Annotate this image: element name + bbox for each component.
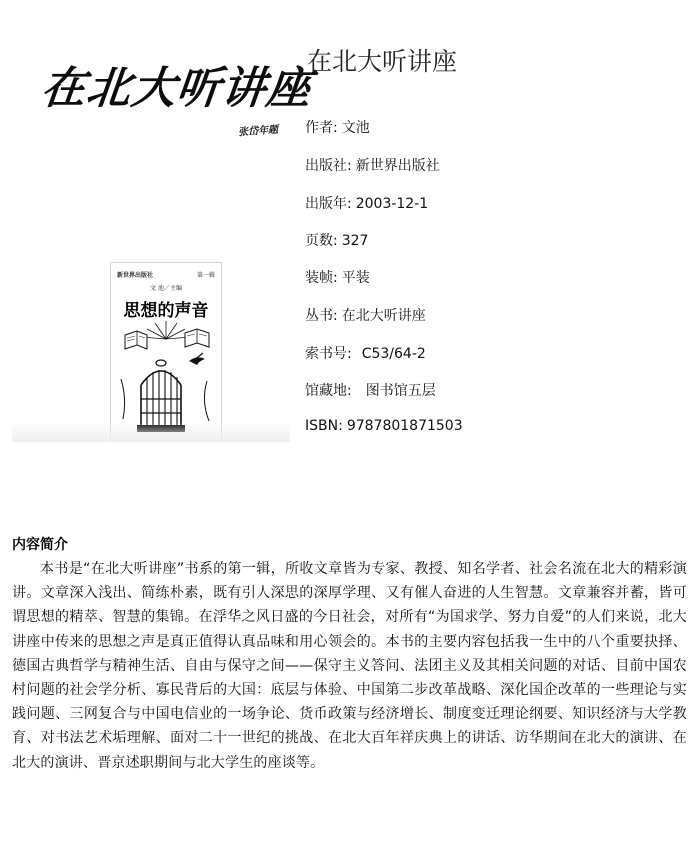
meta-label: 出版年: [305, 196, 352, 212]
book-cover-publisher: 新世界出版社 [117, 272, 154, 279]
meta-series [305, 305, 426, 325]
meta-value: 平装 [341, 270, 370, 286]
series-calligraphy-title: 在北大听讲座 [38, 63, 315, 114]
meta-label: 馆藏地: [305, 383, 352, 399]
meta-label: 丛书: [305, 308, 338, 324]
meta-value: 新世界出版社 [355, 158, 440, 174]
meta-binding [305, 267, 370, 287]
meta-publish-date [305, 193, 428, 213]
summary-heading: 内容简介 [12, 537, 68, 553]
meta-pages [305, 230, 368, 250]
book-cover-editor: 文 池／主编 [150, 285, 182, 292]
calligrapher-signature: 张岱年题 [237, 124, 279, 139]
book-cover-volume: 第一辑 [196, 272, 215, 279]
meta-value: 327 [341, 233, 369, 249]
book-cover [110, 262, 222, 442]
meta-label: ISBN: [305, 418, 343, 434]
meta-author [305, 117, 370, 137]
meta-label: 作者: [305, 120, 338, 136]
meta-label: 出版社: [305, 158, 352, 174]
meta-value: 文池 [341, 120, 370, 136]
meta-value: 在北大听讲座 [341, 308, 426, 324]
meta-value: C53/64-2 [361, 346, 426, 362]
meta-publisher [305, 155, 440, 175]
book-cover-title: 思想的声音 [123, 301, 209, 321]
meta-value: 图书馆五层 [365, 383, 436, 399]
birdcage-illustration [117, 319, 215, 437]
meta-value: 9787801871503 [346, 418, 463, 434]
meta-call-number [305, 343, 426, 363]
meta-location [305, 380, 436, 400]
summary-text: 本书是“在北大听讲座”书系的第一辑，所收文章皆为专家、教授、知名学者、社会名流在北大的精彩演讲。文章深入浅出、简练朴素，既有引人深思的深厚学理、又有催人奋进的人生智慧。文章兼容并蓄，皆可谓思想的精萃、智慧的集锦。在浮华之风日盛的今日社会，对所有“为国求学、努力自爱”的人们来说，北大讲座中传来的思想之声是真正值得认真品味和用心领会的。本书的主要内容包括我一生中的八个重要抉择、德国古典哲学与精神生活、自由与保守之间——保守主义答问、法团主义及其相关问题的对话、目前中国农村问题的社会学分析、寡民背后的大国：底层与体验、中国第二步改革战略、深化国企改革的一些理论与实践问题、三网复合与中国电信业的一场争论、货币政策与经济增长、制度变迁理论纲要、知识经济与大学教育、对书法艺术垢理解、面对二十一世纪的挑战、在北大百年祥庆典上的讲话、访华期间在北大的演讲、在北大的演讲、晋京述职期间与北大学生的座谈等。 [12, 561, 687, 771]
meta-label: 页数: [305, 233, 338, 249]
meta-isbn [305, 418, 463, 434]
meta-label: 装帧: [305, 270, 338, 286]
meta-value: 2003-12-1 [355, 196, 429, 212]
page-title: 在北大听讲座 [307, 47, 458, 76]
meta-label: 索书号: [305, 346, 352, 362]
cover-image [12, 10, 315, 442]
